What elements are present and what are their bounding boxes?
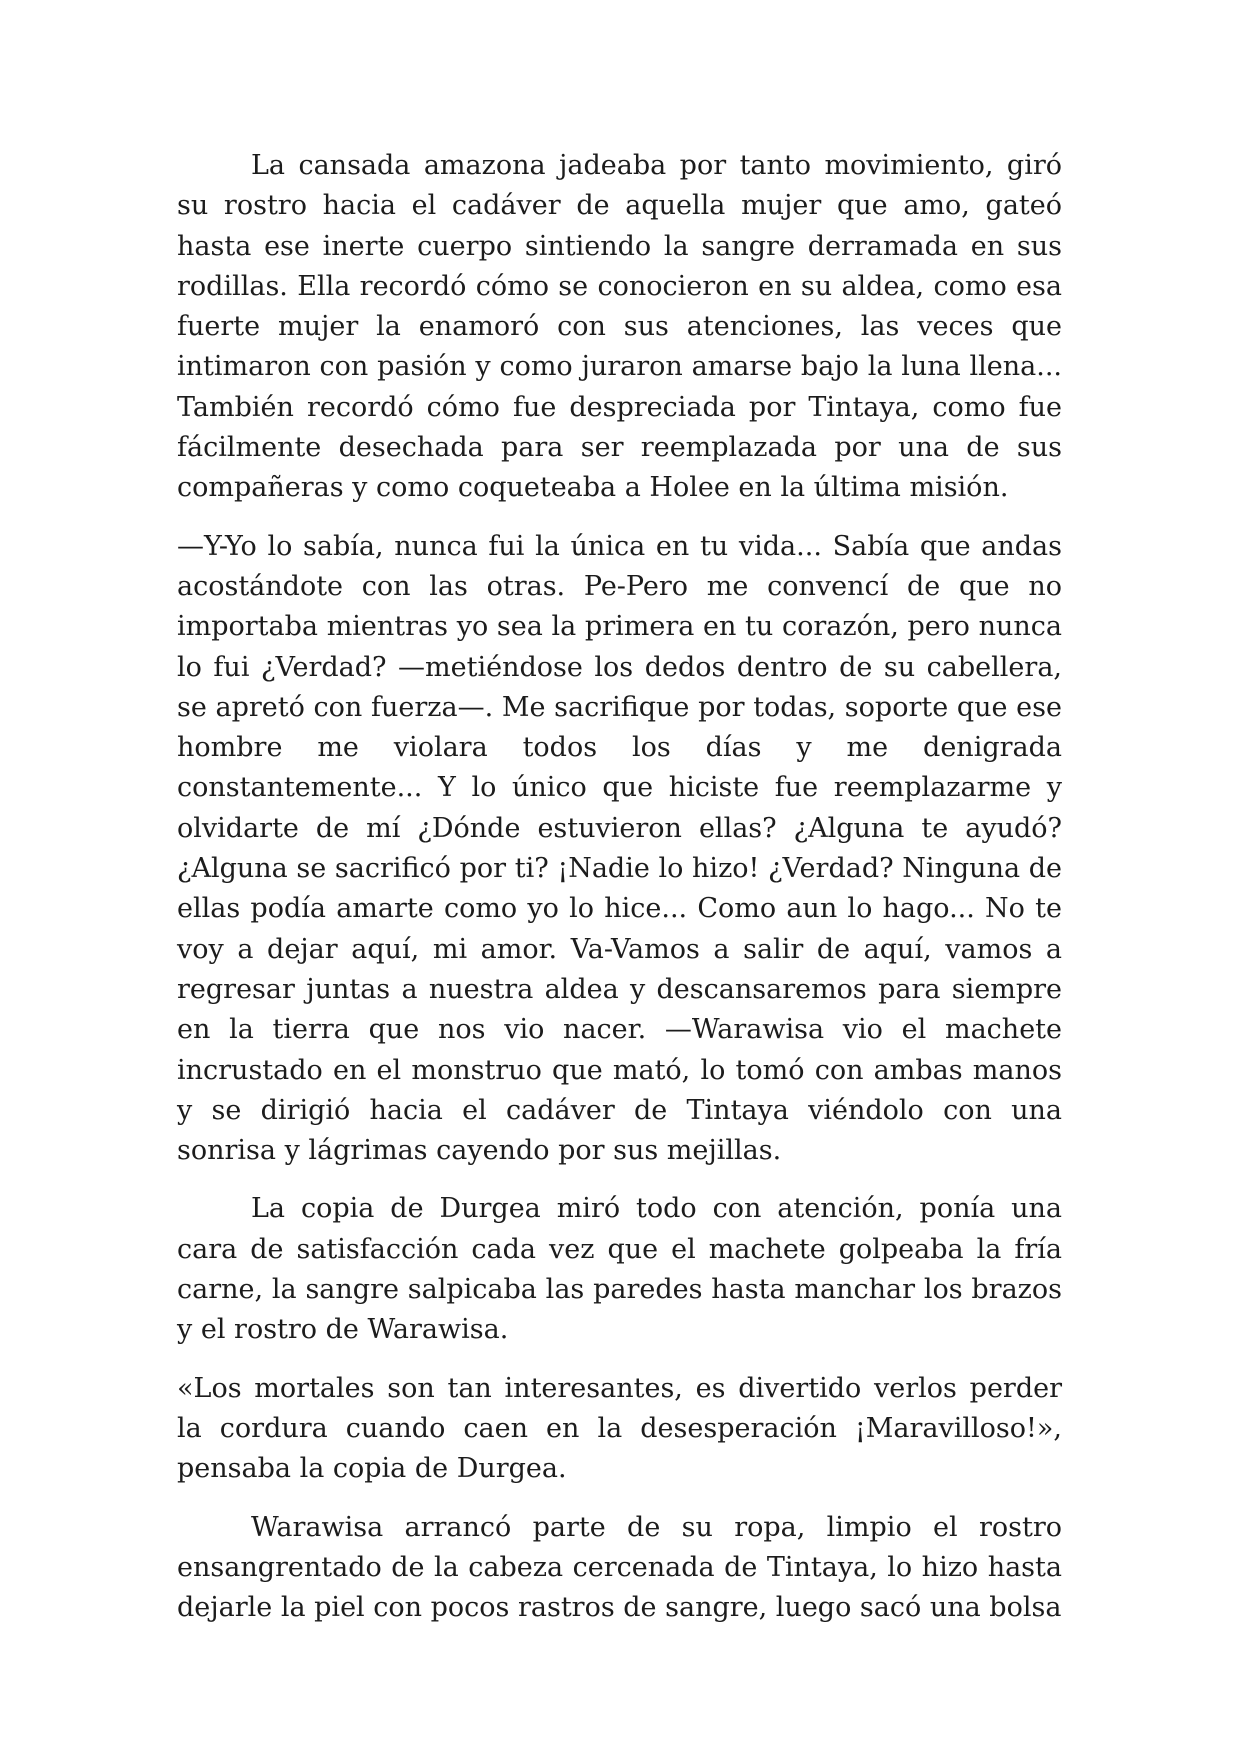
paragraph-3: La copia de Durgea miró todo con atención, ponía una cara de satisfacción cada vez que el machete golpeaba la fría carne, la sangre salpicaba las paredes hasta manchar los brazos y el rostro de Warawisa. [177, 1193, 1062, 1346]
paragraph-1: La cansada amazona jadeaba por tanto movimiento, giró su rostro hacia el cadáver de aquella mujer que amo, gateó hasta ese inerte cuerpo sintiendo la sangre derramada en sus rodillas. Ella recordó cómo se conocieron en su aldea, como esa fuerte mujer la enamoró con sus atenciones, las veces que intimaron con pasión y como juraron amarse bajo la luna llena... También recordó cómo fue despreciada por Tintaya, como fue fácilmente desechada para ser reemplazada por una de sus compañeras y como coqueteaba a Holee en la última misión. [177, 150, 1062, 504]
body-text [177, 146, 1062, 1646]
paragraph-4-thought: «Los mortales son tan interesantes, es divertido verlos perder la cordura cuando caen en la desesperación ¡Maravilloso!», pensaba la copia de Durgea. [177, 1372, 1062, 1485]
paragraph-2-dialogue: —Y-Yo lo sabía, nunca fui la única en tu vida... Sabía que andas acostándote con las otras. Pe-Pero me convencí de que no importaba mientras yo sea la primera en tu corazón, pero nunca lo fui ¿Verdad? —metiéndose los dedos dentro de su cabellera, se apretó con fuerza—. Me sacrifique por todas, soporte que ese hombre me violara todos los días y me denigrada constantemente... Y lo único que hiciste fue reemplazarme y olvidarte de mí ¿Dónde estuvieron ellas? ¿Alguna te ayudó? ¿Alguna se sacrificó por ti? ¡Nadie lo hizo! ¿Verdad? Ninguna de ellas podía amarte como yo lo hice... Como aun lo hago... No te voy a dejar aquí, mi amor. Va-Vamos a salir de aquí, vamos a regresar juntas a nuestra aldea y descansaremos para siempre en la tierra que nos vio nacer. —Warawisa vio el machete incrustado en el monstruo que mató, lo tomó con ambas manos y se dirigió hacia el cadáver de Tintaya viéndolo con una sonrisa y lágrimas cayendo por sus mejillas. [177, 530, 1062, 1167]
paragraph-5: Warawisa arrancó parte de su ropa, limpio el rostro ensangrentado de la cabeza cercenada de Tintaya, lo hizo hasta dejarle la piel con pocos rastros de sangre, luego sacó una bolsa [177, 1511, 1062, 1624]
